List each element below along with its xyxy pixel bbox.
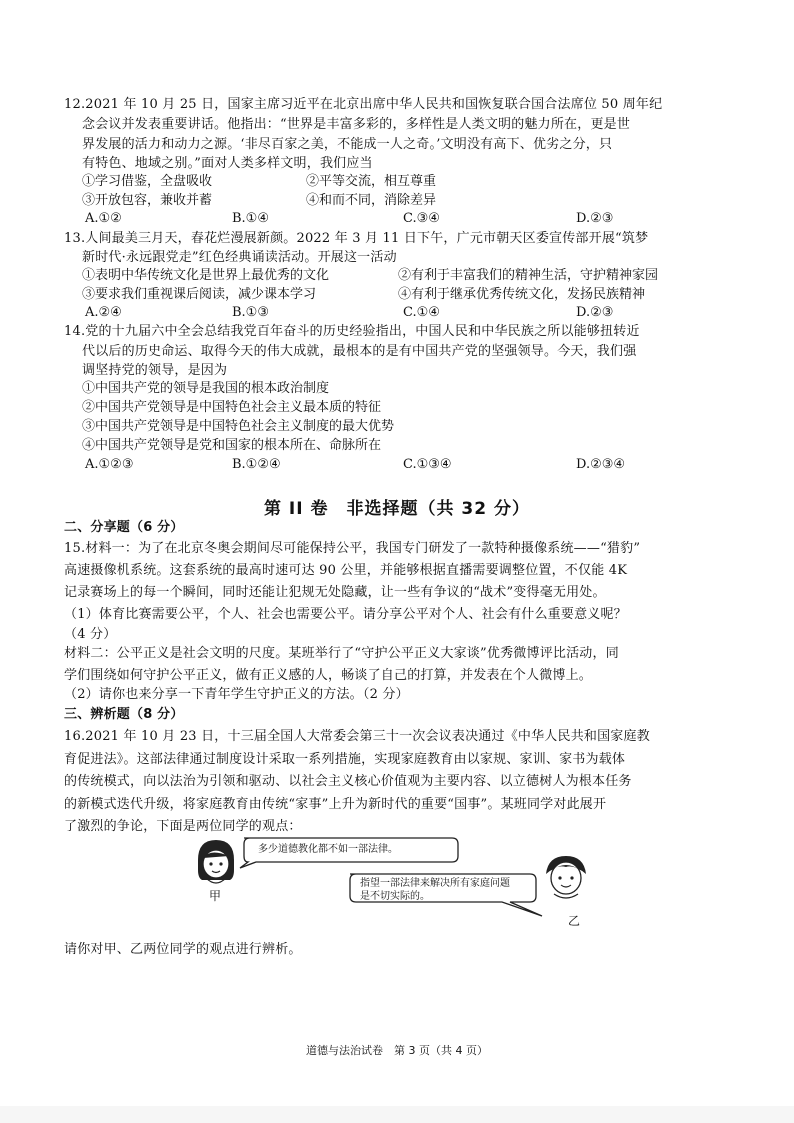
analyze-line-4: 的新模式迭代升级，将家庭教育由传统“家事”上升为新时代的重要“国事”。某班同学对此展开 [64, 797, 607, 812]
jia-speech-text: 多少道德教化都不如一部法律。 [258, 844, 398, 855]
student-jia-label: 甲 [209, 889, 222, 903]
q14-item-1: ①中国共产党的领导是我国的根本政治制度 [82, 381, 330, 396]
analyze-prompt: 请你对甲、乙两位同学的观点进行辨析。 [64, 942, 302, 957]
analyze-line-3: 的传统模式，向以法治为引领和驱动、以社会主义核心价值观为主要内容、以立德树人为根本任务 [64, 774, 632, 789]
q12-option-d: D.②③ [576, 211, 614, 226]
q12-line-3: 界发展的活力和动力之源。‘非尽百家之美，不能成一人之奇。’文明没有高下、优劣之分，只 [82, 137, 613, 152]
q13-line-2: 新时代·永远跟党走”红色经典诵读活动。开展这一活动 [82, 250, 397, 265]
q13-option-b: B.①③ [232, 305, 269, 320]
share-line-3: 记录赛场上的每一个瞬间，同时还能让犯规无处隐藏，让一些有争议的“战术”变得毫无用处。 [64, 585, 606, 600]
q14-line-2: 代以后的历史命运、取得今天的伟大成就，最根本的是有中国共产党的坚强领导。今天，我们强 [82, 344, 637, 359]
analyze-line-1: 16.2021 年 10 月 23 日，十三届全国人大常委会第三十一次会议表决通过《中华人民共和国家庭教 [64, 729, 650, 744]
q14-item-3: ③中国共产党领导是中国特色社会主义制度的最大优势 [82, 419, 395, 434]
yi-speech-text-1: 指望一部法律来解决所有家庭问题 [360, 878, 510, 889]
q14-line-1: 14.党的十九届六中全会总结我党百年奋斗的历史经验指出，中国人民和中华民族之所以能够扭转近 [64, 324, 640, 339]
share-line-6: 材料二：公平正义是社会文明的尺度。某班举行了“守护公平正义大家谈”优秀微博评比活动，同 [64, 646, 619, 661]
q12-line-1: 12.2021 年 10 月 25 日，国家主席习近平在北京出席中华人民共和国恢复联合国合法席位 50 周年纪 [64, 97, 663, 112]
q13-item-4: ④有利于继承优秀传统文化，发扬民族精神 [398, 287, 646, 302]
q14-option-d: D.②③④ [576, 457, 626, 472]
q13-option-c: C.①④ [403, 305, 440, 320]
share-heading: 二、分享题（6 分） [64, 520, 184, 535]
student-yi-figure [546, 856, 586, 898]
share-line-5: （4 分） [64, 627, 117, 642]
share-line-4: （1）体育比赛需要公平，个人、社会也需要公平。请分享公平对个人、社会有什么重要意义呢？ [64, 607, 627, 622]
student-yi-label: 乙 [568, 914, 581, 928]
q14-option-a: A.①②③ [85, 457, 134, 472]
q12-option-b: B.①④ [232, 211, 269, 226]
share-line-8: （2）请你也来分享一下青年学生守护正义的方法。（2 分） [64, 687, 409, 702]
q12-item-2: ②平等交流，相互尊重 [306, 174, 437, 189]
q13-option-d: D.②③ [576, 305, 614, 320]
page-footer: 道德与法治试卷 第 3 页（共 4 页） [306, 1044, 488, 1057]
q12-option-a: A.①② [85, 211, 122, 226]
share-line-1: 15.材料一：为了在北京冬奥会期间尽可能保持公平，我国专门研发了一款特种摄像系统——“猎豹” [64, 541, 641, 556]
share-line-7: 学们围绕如何守护公平正义，做有正义感的人，畅谈了自己的打算，并发表在个人微博上。 [64, 668, 593, 683]
q13-item-2: ②有利于丰富我们的精神生活，守护精神家园 [398, 268, 659, 283]
q14-item-2: ②中国共产党领导是中国特色社会主义最本质的特征 [82, 400, 382, 415]
analyze-line-2: 育促进法》。这部法律通过制度设计采取一系列措施，实现家庭教育由以家规、家训、家书为载体 [64, 752, 626, 767]
q12-line-4: 有特色、地域之别。”面对人类多样文明，我们应当 [82, 156, 373, 171]
q12-item-1: ①学习借鉴，全盘吸收 [82, 174, 213, 189]
share-line-2: 高速摄像机系统。这套系统的最高时速可达 90 公里，并能够根据直播需要调整位置，不仅能 4K [64, 563, 628, 578]
analyze-heading: 三、辨析题（8 分） [64, 707, 184, 722]
q13-option-a: A.②④ [85, 305, 122, 320]
q12-item-4: ④和而不同，消除差异 [306, 193, 437, 208]
q12-item-3: ③开放包容，兼收并蓄 [82, 193, 213, 208]
q14-option-c: C.①③④ [403, 457, 452, 472]
q13-item-3: ③要求我们重视课后阅读，减少课本学习 [82, 287, 317, 302]
q14-option-b: B.①②④ [232, 457, 281, 472]
q12-option-c: C.③④ [403, 211, 440, 226]
section-title: 第 II 卷 非选择题（共 32 分） [264, 499, 530, 519]
q14-item-4: ④中国共产党领导是党和国家的根本所在、命脉所在 [82, 438, 382, 453]
q13-line-1: 13.人间最美三月天，春花烂漫展新颜。2022 年 3 月 11 日下午，广元市朝天区委宣传部开展“筑梦 [64, 231, 649, 246]
yi-speech-text-2: 是不切实际的。 [360, 891, 430, 902]
analyze-line-5: 了激烈的争论，下面是两位同学的观点： [64, 819, 302, 834]
q14-line-3: 调坚持党的领导，是因为 [82, 363, 228, 378]
student-jia-figure [198, 840, 234, 883]
q12-line-2: 念会议并发表重要讲话。他指出：“世界是丰富多彩的，多样性是人类文明的魅力所在，更是世 [82, 117, 631, 132]
bottom-margin-band [0, 1106, 794, 1123]
q13-item-1: ①表明中华传统文化是世界上最优秀的文化 [82, 268, 330, 283]
